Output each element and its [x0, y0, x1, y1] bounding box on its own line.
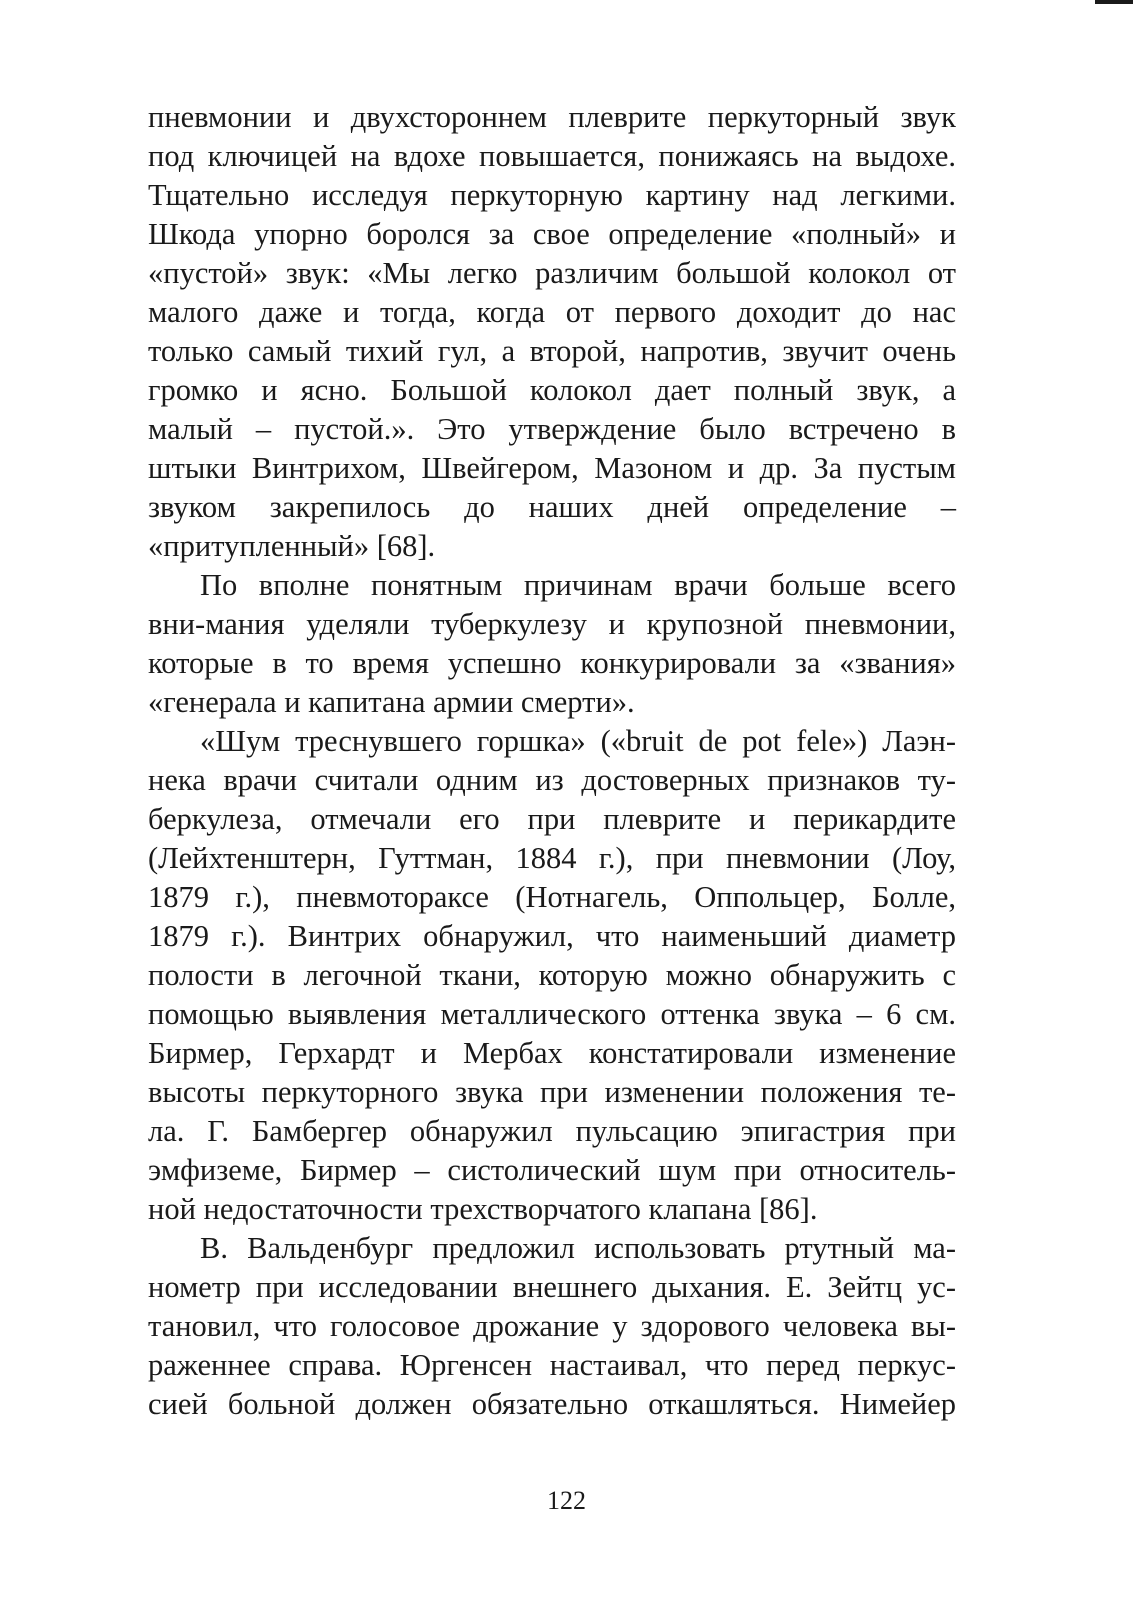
text-line: 1879 г.), пневмотораксе (Нотнагель, Оппольцер, Болле, [148, 880, 956, 914]
text-line: эмфиземе, Бирмер – систолический шум при относитель- [148, 1153, 956, 1187]
text-line: «притупленный» [68]. [148, 529, 436, 563]
text-line: малого даже и тогда, когда от первого доходит до нас [148, 295, 956, 329]
page-number: 122 [547, 1486, 586, 1515]
text-line: полости в легочной ткани, которую можно обнаружить с [148, 958, 956, 992]
text-line: нека врачи считали одним из достоверных признаков ту- [148, 763, 956, 797]
text-line: только самый тихий гул, а второй, напротив, звучит очень [148, 334, 956, 368]
text-line: нометр при исследовании внешнего дыхания. Е. Зейтц ус- [148, 1270, 956, 1304]
text-line: тановил, что голосовое дрожание у здорового человека вы- [148, 1309, 956, 1343]
text-line: «Шум треснувшего горшка» («bruit de pot fele») Лаэн- [200, 724, 956, 758]
text-line: По вполне понятным причинам врачи больше всего [200, 568, 956, 602]
text-line: Тщательно исследуя перкуторную картину над легкими. [148, 178, 956, 212]
text-line: Бирмер, Герхардт и Мербах констатировали изменение [148, 1036, 956, 1070]
text-line: штыки Винтрихом, Швейгером, Мазоном и др. За пустым [148, 451, 956, 485]
text-line: помощью выявления металлического оттенка звука – 6 см. [148, 997, 956, 1031]
text-line: беркулеза, отмечали его при плеврите и перикардите [148, 802, 956, 836]
text-line: которые в то время успешно конкурировали за «звания» [148, 646, 956, 680]
text-line: (Лейхтенштерн, Гуттман, 1884 г.), при пневмонии (Лоу, [148, 841, 956, 875]
text-line: пневмонии и двухстороннем плеврите перкуторный звук [148, 100, 956, 134]
text-line: «пустой» звук: «Мы легко различим большой колокол от [148, 256, 956, 290]
text-line: Шкода упорно боролся за свое определение «полный» и [148, 217, 956, 251]
paragraph-1 [148, 98, 956, 566]
corner-rule [1095, 0, 1133, 4]
text-line: ла. Г. Бамбергер обнаружил пульсацию эпигастрия при [148, 1114, 956, 1148]
body-text [148, 98, 956, 1424]
paragraph-3 [148, 722, 956, 1229]
paragraph-4 [148, 1229, 956, 1424]
text-line: высоты перкуторного звука при изменении положения те- [148, 1075, 956, 1109]
text-line: «генерала и капитана армии смерти». [148, 685, 635, 719]
paragraph-2 [148, 566, 956, 722]
text-line: звуком закрепилось до наших дней определение – [148, 490, 956, 524]
text-line: сией больной должен обязательно откашляться. Нимейер [148, 1387, 956, 1421]
text-line: В. Вальденбург предложил использовать ртутный ма- [200, 1231, 956, 1265]
text-line: малый – пустой.». Это утверждение было встречено в [148, 412, 956, 446]
text-line: громко и ясно. Большой колокол дает полный звук, а [148, 373, 956, 407]
text-line: ной недостаточности трехстворчатого клапана [86]. [148, 1192, 818, 1226]
text-line: вни-мания уделяли туберкулезу и крупозной пневмонии, [148, 607, 956, 641]
text-line: под ключицей на вдохе повышается, понижаясь на выдохе. [148, 139, 956, 173]
text-line: раженнее справа. Юргенсен настаивал, что перед перкус- [148, 1348, 956, 1382]
text-line: 1879 г.). Винтрих обнаружил, что наименьший диаметр [148, 919, 956, 953]
